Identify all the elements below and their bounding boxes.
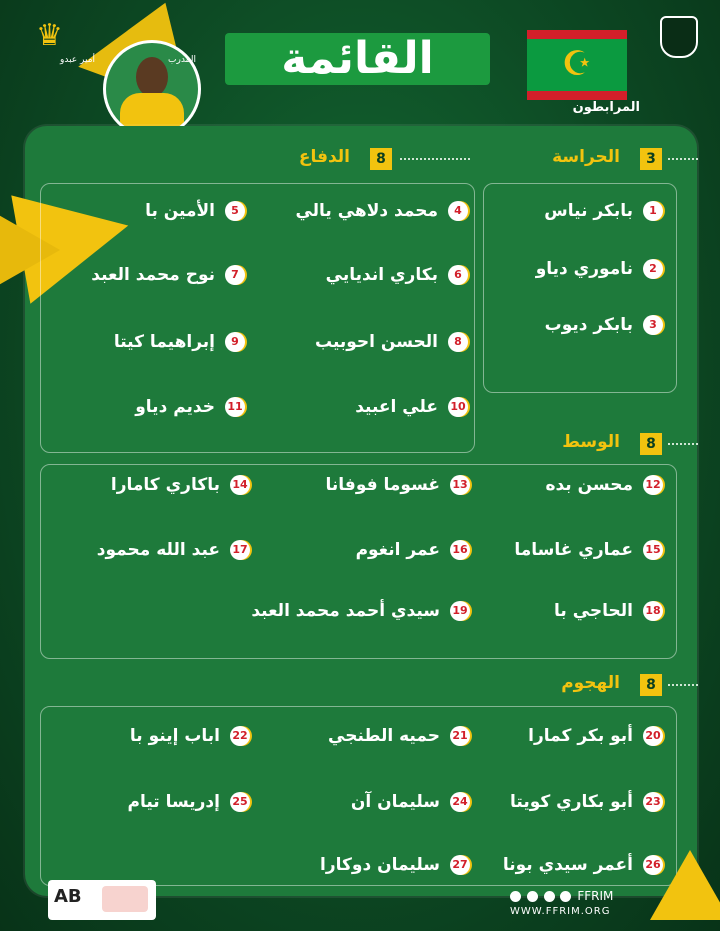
player-number: 21 [450, 726, 470, 746]
player-item [45, 394, 245, 420]
coach-label: المدرب [168, 55, 196, 65]
player-item [268, 329, 468, 355]
player-name: عمر انغوم [355, 540, 440, 560]
player-item [270, 852, 470, 878]
player-name: خديم دياو [135, 397, 215, 417]
player-number: 16 [450, 540, 470, 560]
player-item [50, 789, 250, 815]
mauritania-flag-icon: ☪ [527, 30, 627, 100]
youtube-icon[interactable] [527, 891, 538, 902]
player-number: 3 [643, 315, 663, 335]
player-name: الحسن احوبيب [314, 332, 438, 352]
player-number: 6 [448, 265, 468, 285]
player-name: عبد الله محمود [96, 540, 220, 560]
player-item [463, 852, 663, 878]
player-name: محسن بده [545, 475, 633, 495]
player-number: 12 [643, 475, 663, 495]
player-number: 23 [643, 792, 663, 812]
player-number: 10 [448, 397, 468, 417]
defenders-title: الدفاع [298, 147, 350, 167]
divider [400, 158, 470, 160]
defenders-count: 8 [370, 148, 392, 170]
goalkeepers-title: الحراسة [552, 147, 620, 167]
midfielders-count: 8 [640, 433, 662, 455]
player-item [268, 198, 468, 224]
player-name: إبراهيما كيتا [113, 332, 215, 352]
player-item [463, 789, 663, 815]
player-item [463, 723, 663, 749]
player-name: محمد دلاهي يالي [295, 201, 438, 221]
player-name: سيدي أحمد محمد العبد [251, 601, 440, 621]
player-name: عماري غاساما [514, 540, 633, 560]
player-item [251, 598, 470, 624]
player-item [270, 723, 470, 749]
social-handle: FFRIM [577, 889, 614, 903]
player-name: علي اعبيد [355, 397, 438, 417]
player-number: 1 [643, 201, 663, 221]
twitter-icon[interactable] [544, 891, 555, 902]
sponsor-logos [48, 880, 156, 920]
player-item [45, 262, 245, 288]
player-number: 4 [448, 201, 468, 221]
player-number: 5 [225, 201, 245, 221]
player-number: 19 [450, 601, 470, 621]
team-nickname: المرابطون [572, 100, 640, 115]
coach-head [136, 57, 168, 97]
sponsor-logo-icon [102, 886, 148, 912]
player-number: 17 [230, 540, 250, 560]
player-name: باكاري كامارا [110, 475, 220, 495]
player-number: 8 [448, 332, 468, 352]
player-item [270, 789, 470, 815]
player-item [50, 472, 250, 498]
player-number: 14 [230, 475, 250, 495]
goalkeepers-count: 3 [640, 148, 662, 170]
player-item [50, 723, 250, 749]
facebook-icon[interactable] [560, 891, 571, 902]
player-item [45, 329, 245, 355]
player-item [463, 537, 663, 563]
player-name: بابكر نياس [544, 201, 633, 221]
player-number: 7 [225, 265, 245, 285]
midfielders-title: الوسط [562, 432, 620, 452]
decor-triangle [650, 850, 720, 920]
player-number: 9 [225, 332, 245, 352]
player-item [463, 312, 663, 338]
forwards-title: الهجوم [561, 673, 620, 693]
forwards-count: 8 [640, 674, 662, 696]
player-name: حميه الطنجي [328, 726, 440, 746]
player-item [463, 598, 663, 624]
player-name: نوح محمد العبد [91, 265, 215, 285]
player-name: بكاري انديايي [325, 265, 438, 285]
player-number: 2 [643, 259, 663, 279]
player-name: سليمان آن [350, 792, 440, 812]
instagram-icon[interactable] [510, 891, 521, 902]
player-name: أبو بكاري كويتا [510, 792, 633, 812]
player-number: 18 [643, 601, 663, 621]
player-name: سليمان دوكارا [320, 855, 440, 875]
player-number: 25 [230, 792, 250, 812]
website-link[interactable]: WWW.FFRIM.ORG [510, 906, 611, 917]
player-number: 22 [230, 726, 250, 746]
player-item [270, 537, 470, 563]
player-number: 15 [643, 540, 663, 560]
player-item [268, 394, 468, 420]
player-number: 26 [643, 855, 663, 875]
player-name: إدريسا تيام [127, 792, 220, 812]
player-item [463, 472, 663, 498]
player-number: 11 [225, 397, 245, 417]
tournament-logo: ♛ [36, 18, 63, 53]
player-item [270, 472, 470, 498]
page-title: القائمة [225, 33, 490, 85]
coach-name: أمير عبدو [60, 55, 96, 65]
social-links[interactable] [510, 889, 613, 903]
player-name: أعمر سيدي بونا [502, 855, 633, 875]
player-item [463, 198, 663, 224]
player-item [463, 256, 663, 282]
player-number: 20 [643, 726, 663, 746]
player-name: بابكر ديوب [544, 315, 633, 335]
player-item [50, 537, 250, 563]
player-number: 27 [450, 855, 470, 875]
divider [668, 158, 698, 160]
player-number: 24 [450, 792, 470, 812]
player-name: غسوما فوفانا [325, 475, 440, 495]
player-item [268, 262, 468, 288]
player-number: 13 [450, 475, 470, 495]
divider [668, 443, 698, 445]
divider [668, 684, 698, 686]
player-name: الأمين با [145, 201, 215, 221]
player-name: أبو بكر كمارا [528, 726, 633, 746]
player-item [45, 198, 245, 224]
player-name: الحاجي با [554, 601, 633, 621]
player-name: ناموري دياو [535, 259, 633, 279]
federation-logo [660, 16, 698, 58]
player-name: اباب إينو با [129, 726, 220, 746]
sponsor-logo-icon: AB [54, 886, 82, 907]
